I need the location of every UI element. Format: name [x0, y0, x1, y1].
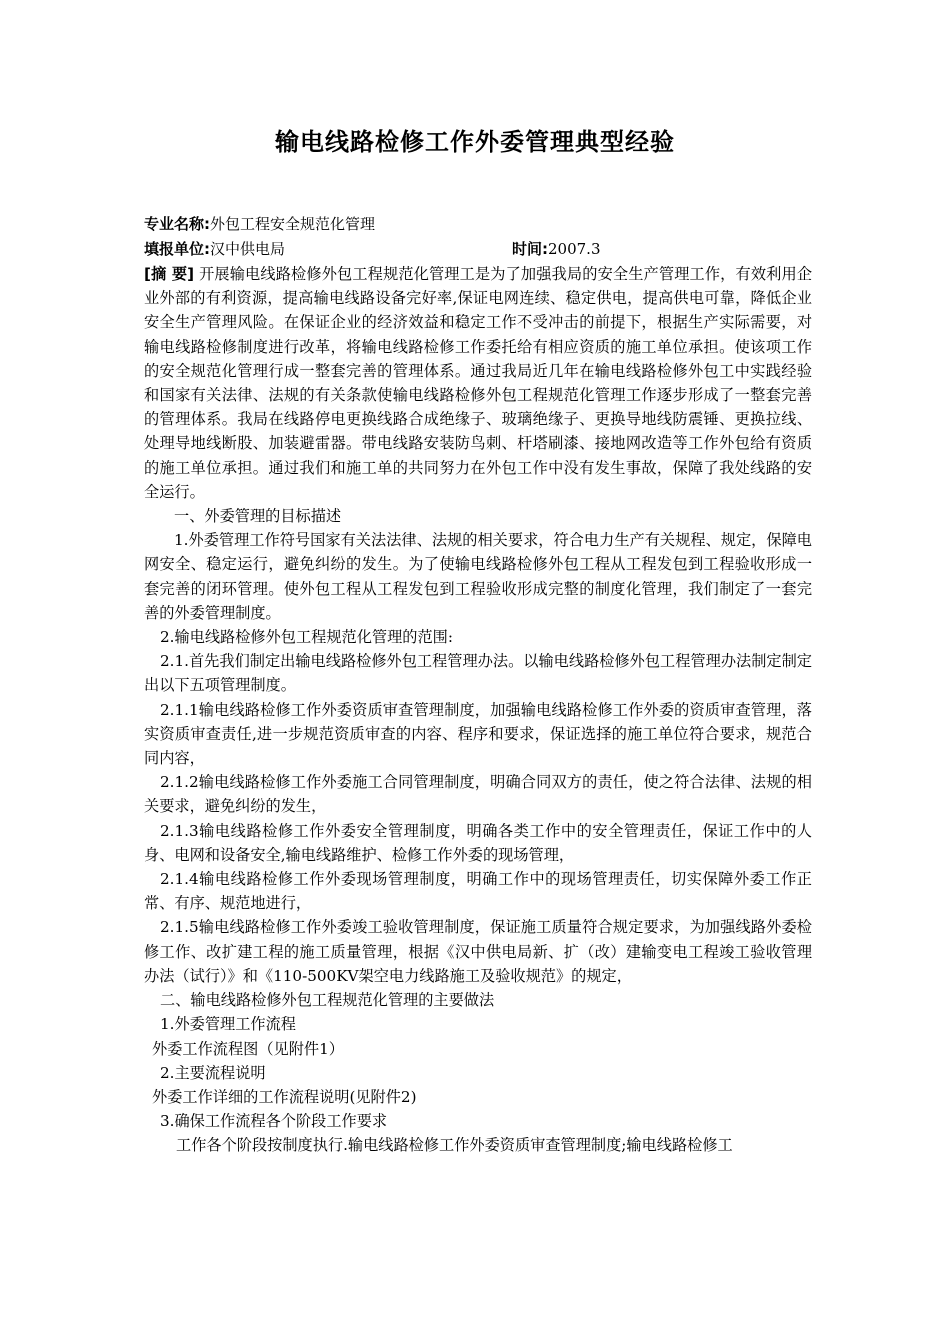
- time-line: [512, 237, 601, 261]
- body-paragraph: 工作各个阶段按制度执行.输电线路检修工作外委资质审查管理制度;输电线路检修工: [176, 1136, 733, 1155]
- body-paragraph: 二、输电线路检修外包工程规范化管理的主要做法: [160, 991, 495, 1010]
- body-paragraph: 2.1.1输电线路检修工作外委资质审查管理制度，加强输电线路检修工作外委的资质审查管理，落实资质审查责任,进一步规范资质审查的内容、程序和要求，保证选择的施工单位符合要求，规范合同内容，: [144, 700, 812, 768]
- body-paragraph: 2.1.2输电线路检修工作外委施工合同管理制度，明确合同双方的责任，使之符合法律、法规的相关要求，避免纠纷的发生，: [144, 773, 812, 816]
- body-paragraph: 2.1.5输电线路检修工作外委竣工验收管理制度，保证施工质量符合规定要求，为加强线路外委检修工作、改扩建工程的施工质量管理，根据《汉中供电局新、扩（改）建输变电工程竣工验收管理办法（试行）》和《110-500KV架空电力线路施工及验收规范》的规定，: [144, 918, 812, 985]
- body-paragraph: 2.输电线路检修外包工程规范化管理的范围:: [160, 628, 453, 647]
- abstract-text: 开展输电线路检修外包工程规范化管理工是为了加强我局的安全生产管理工作，有效利用企业外部的有利资源，提高输电线路设备完好率,保证电网连续、稳定供电，提高供电可靠，降低企业安全生产管理风险。在保证企业的经济效益和稳定工作不受冲击的前提下，根据生产实际需要，对输电线路检修制度进行改革，将输电线路检修工作委托给有相应资质的施工单位承担。使该项工作的安全规范化管理行成一整套完善的管理体系。通过我局近几年在输电线路检修外包工中实践经验和国家有关法律、法规的有关条款使输电线路检修外包工程规范化管理工作逐步形成了一整套完善的管理体系。我局在线路停电更换线路合成绝缘子、玻璃绝缘子、更换导地线防震锤、更换拉线、处理导地线断股、加装避雷器。带电线路安装防鸟刺、杆塔刷漆、接地网改造等工作外包给有资质的施工单位承担。通过我们和施工单的共同努力在外包工作中没有发生事故，保障了我处线路的安全运行。: [144, 265, 813, 501]
- time-value: 2007.3: [548, 240, 601, 258]
- unit-line: [144, 237, 285, 261]
- time-label: 时间:: [512, 240, 548, 258]
- body-paragraph: 2.1.3输电线路检修工作外委安全管理制度，明确各类工作中的安全管理责任，保证工作中的人身、电网和设备安全,输电线路维护、检修工作外委的现场管理，: [144, 821, 812, 864]
- field-line: [144, 212, 375, 236]
- body-paragraph: 一、外委管理的目标描述: [174, 507, 342, 526]
- unit-value: 汉中供电局: [210, 240, 286, 258]
- body-paragraph: 2.主要流程说明: [160, 1063, 266, 1082]
- body-paragraph: 外委工作详细的工作流程说明(见附件2): [152, 1087, 417, 1106]
- body-paragraph: 3.确保工作流程各个阶段工作要求: [160, 1112, 388, 1131]
- body-paragraph: 1.外委管理工作流程: [160, 1015, 296, 1034]
- field-value: 外包工程安全规范化管理: [210, 215, 376, 233]
- unit-label: 填报单位:: [144, 240, 210, 258]
- abstract-paragraph: [144, 262, 812, 504]
- body-paragraph: 2.1.4输电线路检修工作外委现场管理制度，明确工作中的现场管理责任，切实保障外委工作正常、有序、规范地进行，: [144, 870, 812, 913]
- body-paragraph: 1.外委管理工作符号国家有关法法律、法规的相关要求，符合电力生产有关规程、规定，保障电网安全、稳定运行，避免纠纷的发生。为了使输电线路检修外包工程从工程发包到工程验收形成一套完善的闭环管理。使外包工程从工程发包到工程验收形成完整的制度化管理，我们制定了一套完善的外委管理制度。: [144, 531, 812, 622]
- body-paragraph: 外委工作流程图（见附件1）: [152, 1039, 344, 1058]
- document-title: 输电线路检修工作外委管理典型经验: [275, 128, 675, 156]
- paragraph-list: [144, 504, 812, 1157]
- document-body: [144, 262, 812, 1158]
- field-label: 专业名称:: [144, 215, 210, 233]
- body-paragraph: 2.1.首先我们制定出输电线路检修外包工程管理办法。以输电线路检修外包工程管理办法制定制定出以下五项管理制度。: [144, 652, 812, 695]
- abstract-label: [摘 要]: [144, 265, 195, 283]
